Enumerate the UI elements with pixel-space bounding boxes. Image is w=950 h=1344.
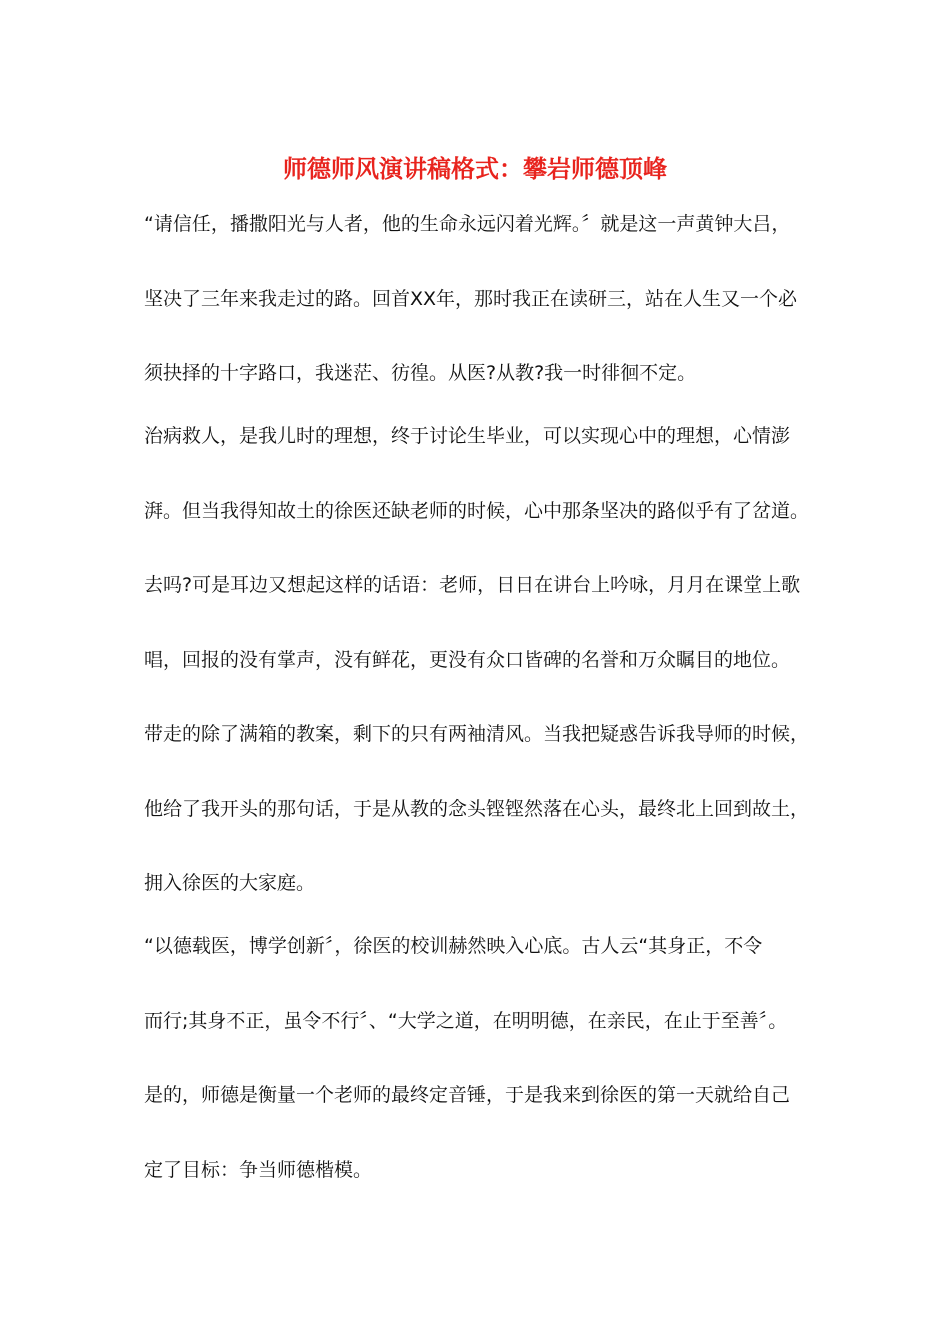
text-line: “以德载医，博学创新〞，徐医的校训赫然映入心底。古人云“其身正，不令 [144,935,763,957]
text-line: 而行;其身不正，虽令不行〞、“大学之道，在明明德，在亲民，在止于至善〞。 [144,1010,788,1032]
text-line: 须抉择的十字路口，我迷茫、彷徨。从医?从教?我一时徘徊不定。 [144,362,697,384]
text-line: 湃。但当我得知故土的徐医还缺老师的时候，心中那条坚决的路似乎有了岔道。 [144,500,810,522]
text-line: 坚决了三年来我走过的路。回首XX年，那时我正在读研三，站在人生又一个必 [144,288,798,310]
text-line: “请信任，播撒阳光与人者，他的生命永远闪着光辉。〞就是这一声黄钟大吕， [144,213,791,235]
text-line: 唱，回报的没有掌声，没有鲜花，更没有众口皆碑的名誉和万众瞩目的地位。 [144,649,791,671]
text-line: 治病救人，是我儿时的理想，终于讨论生毕业，可以实现心中的理想，心情澎 [144,425,791,447]
text-line: 他给了我开头的那句话，于是从教的念头铿铿然落在心头，最终北上回到故土， [144,798,810,820]
text-line: 拥入徐医的大家庭。 [144,872,316,894]
text-line: 定了目标：争当师德楷模。 [144,1159,373,1181]
text-line: 是的，师德是衡量一个老师的最终定音锤，于是我来到徐医的第一天就给自己 [144,1084,791,1106]
document-title: 师德师风演讲稿格式：攀岩师德顶峰 [283,154,667,183]
text-line: 带走的除了满箱的教案，剩下的只有两袖清风。当我把疑惑告诉我导师的时候， [144,723,810,745]
text-line: 去吗?可是耳边又想起这样的话语：老师，日日在讲台上吟咏，月月在课堂上歌 [144,574,801,596]
